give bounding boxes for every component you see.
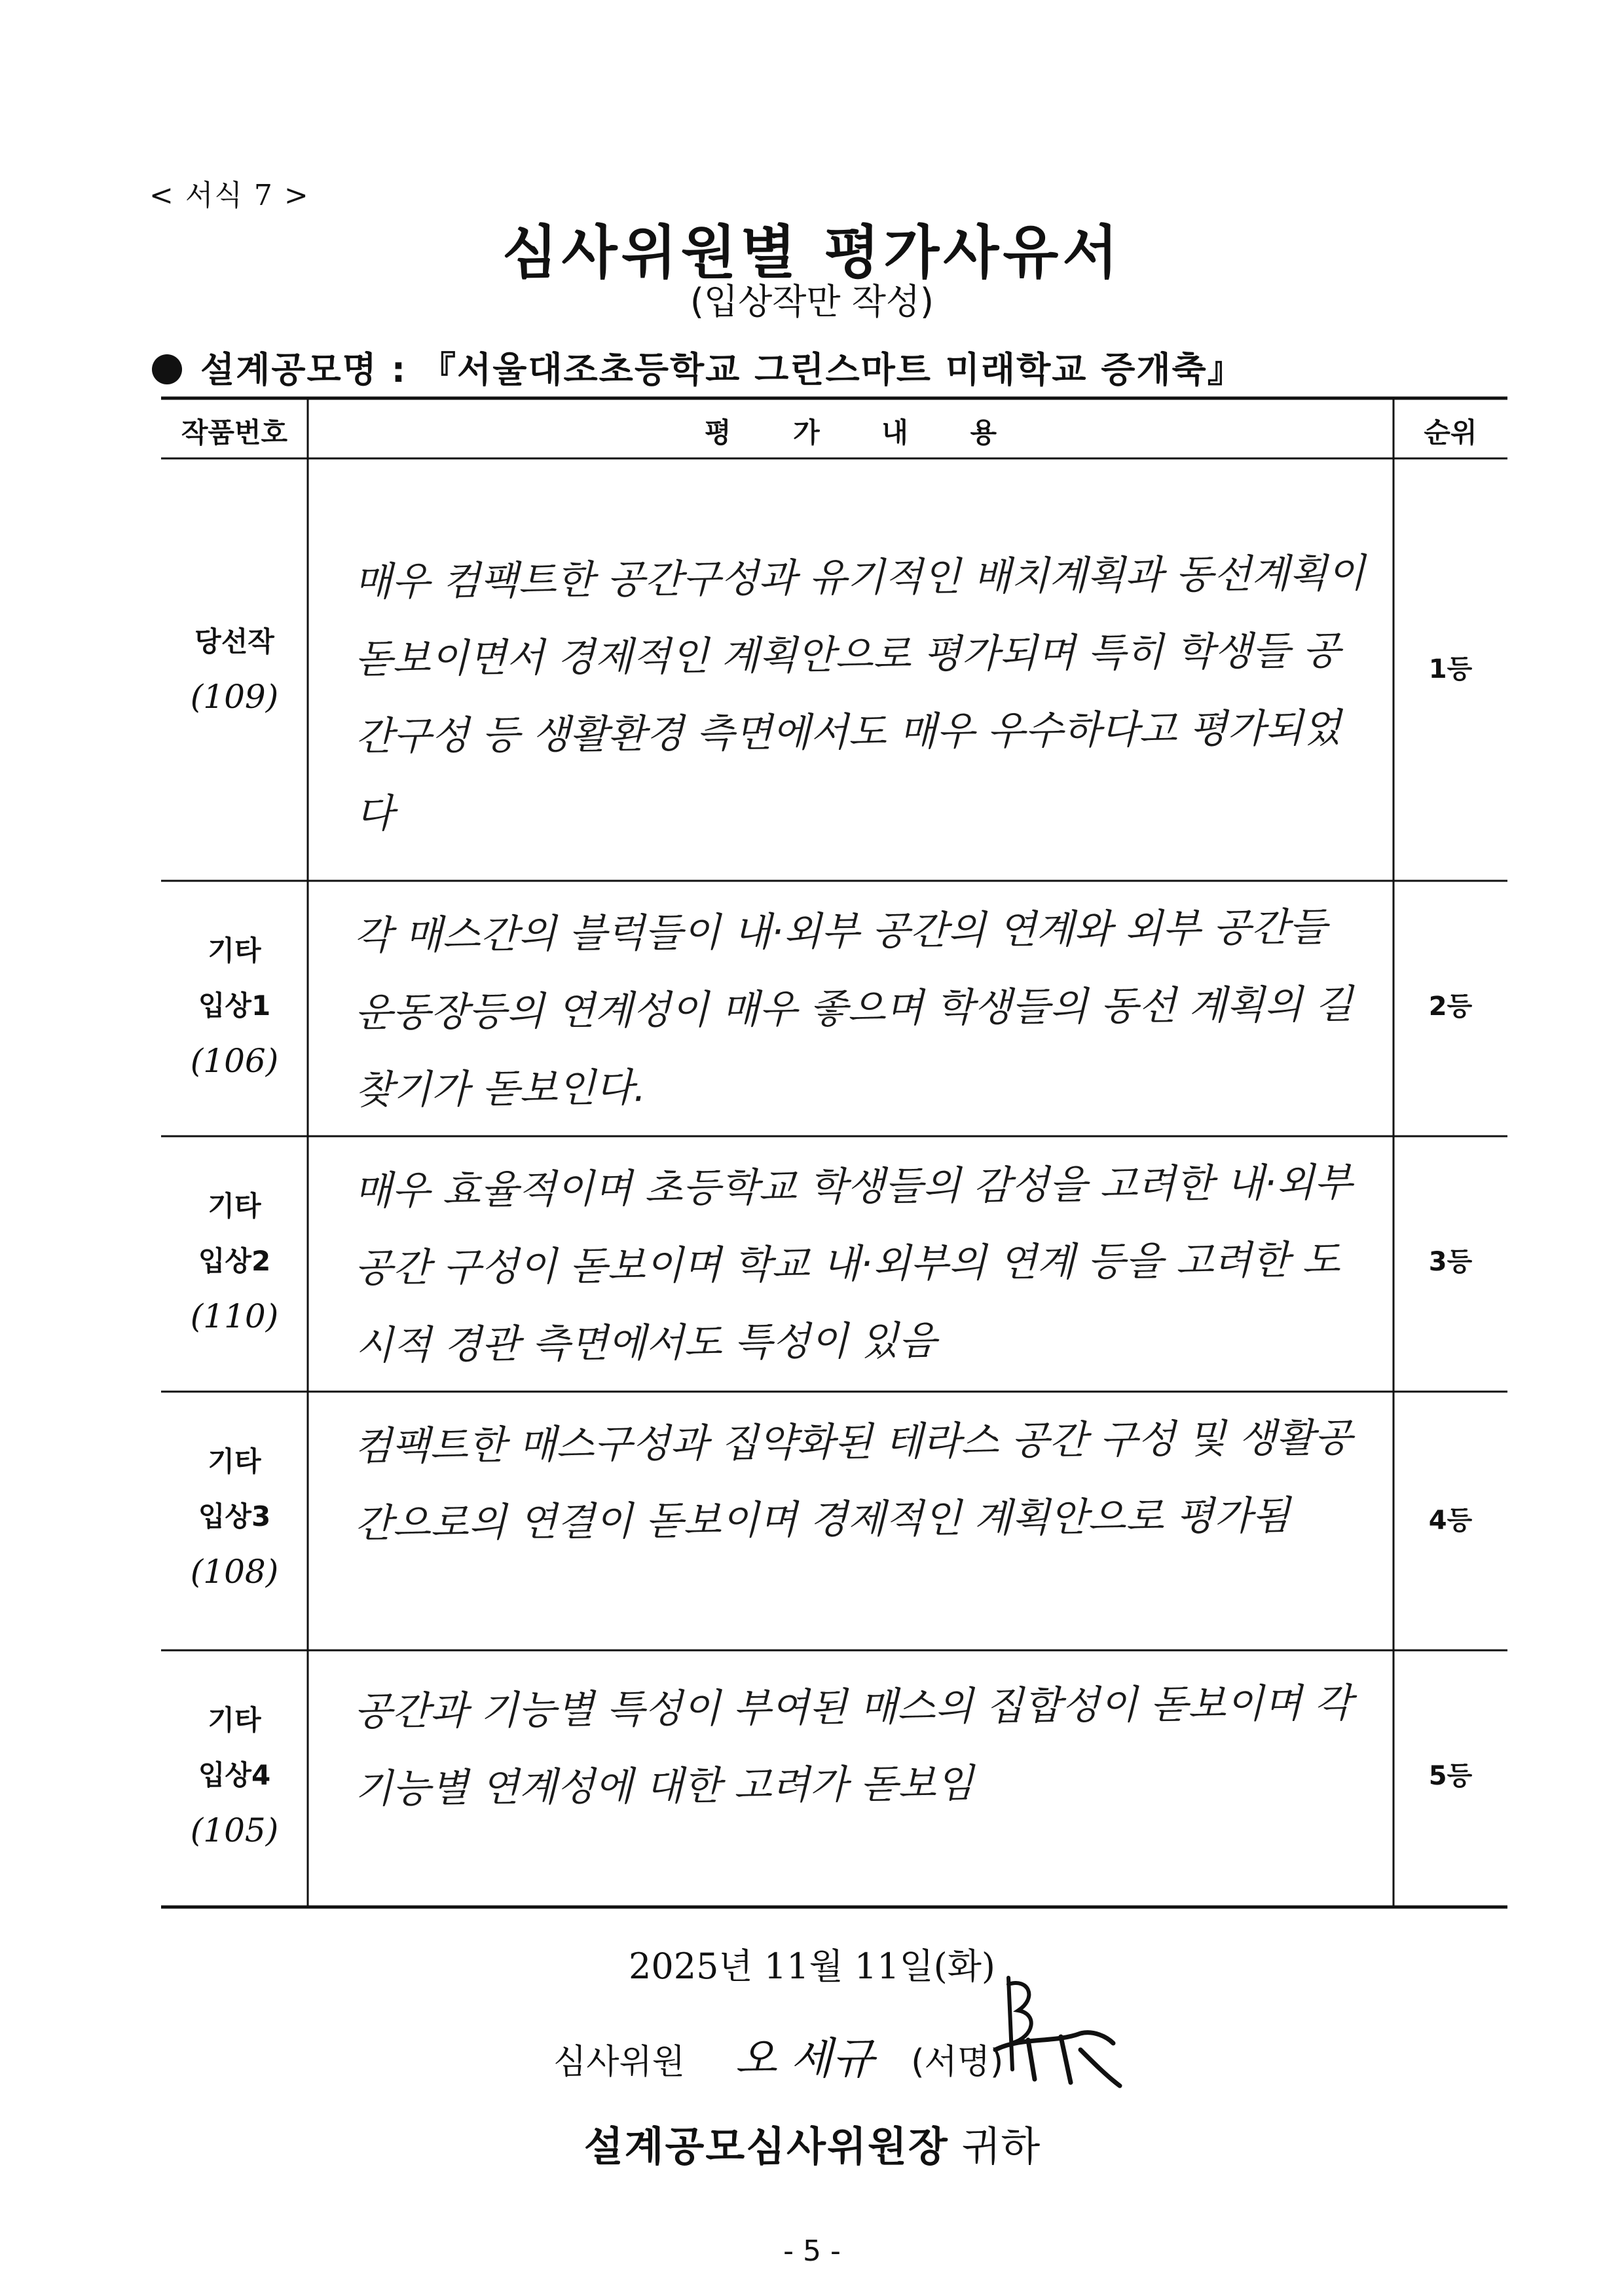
column-header-evaluation: 평 가 내 용 <box>704 417 997 449</box>
category-label: 기타 <box>208 1445 261 1477</box>
entry-number: (108) <box>190 1553 279 1591</box>
rank-label: 1등 <box>1428 654 1473 684</box>
category-sub-label: 입상2 <box>198 1245 271 1277</box>
document-title: 심사위원별 평가사유서 <box>502 219 1122 286</box>
rank-label: 3등 <box>1428 1247 1473 1277</box>
category-label: 기타 <box>208 1704 261 1736</box>
evaluation-date: 2025년 11월 11일(화) <box>629 1946 995 1987</box>
form-number-label: < 서식 7 > <box>149 179 310 212</box>
addressee-suffix: 귀하 <box>961 2122 1041 2170</box>
entry-number: (110) <box>190 1297 279 1335</box>
rank-label: 5등 <box>1428 1761 1473 1791</box>
signature-line <box>553 2024 1003 2086</box>
document-subtitle: (입상작만 작성) <box>690 281 934 322</box>
evaluation-text: 공간과 기능별 특성이 부여된 매스의 집합성이 돋보이며 각 기능별 연계성에 대한 고려가 돋보임 <box>354 1680 1353 1812</box>
category-label: 기타 <box>208 935 261 967</box>
row-category <box>161 614 308 724</box>
rank-label: 4등 <box>1428 1506 1473 1536</box>
evaluation-text: 매우 컴팩트한 공간구성과 유기적인 배치계획과 동선계획이 돋보이면서 경제적인 계획안으로 평가되며 특히 학생들 공간구성 등 생활환경 측면에서도 매우 우수하다고 평가되었다 <box>354 550 1366 837</box>
row-category <box>161 1434 308 1599</box>
entry-number: (106) <box>190 1042 279 1080</box>
contest-name: 『서울대조초등학교 그린스마트 미래학교 증개축』 <box>420 349 1244 390</box>
rank-label: 2등 <box>1428 991 1473 1022</box>
category-label: 기타 <box>208 1190 261 1222</box>
addressee-line <box>0 2114 1624 2172</box>
category-sub-label: 입상1 <box>198 990 271 1022</box>
evaluation-text: 각 매스간의 블럭들이 내·외부 공간의 연계와 외부 공간들 운동장등의 연계성이 매우 좋으며 학생들의 동선 계획의 길찾기가 돋보인다. <box>354 904 1354 1113</box>
column-header-rank: 순위 <box>1424 417 1477 449</box>
evaluation-text: 매우 효율적이며 초등학교 학생들의 감성을 고려한 내·외부공간 구성이 돋보이며 학교 내·외부의 연계 등을 고려한 도시적 경관 측면에서도 특성이 있음 <box>354 1159 1353 1369</box>
contest-label: 설계공모명 : <box>200 349 407 390</box>
page-number: - 5 - <box>783 2234 841 2268</box>
signature-note: (서명) <box>911 2043 1004 2082</box>
signer-name: 오 세규 <box>735 2033 874 2084</box>
addressee-title: 설계공모심사위원장 <box>583 2122 949 2170</box>
row-category <box>161 923 308 1088</box>
entry-number: (109) <box>190 678 279 716</box>
handwritten-signature-mark <box>982 1971 1133 2096</box>
category-label: 당선작 <box>194 625 274 657</box>
row-category <box>161 1693 308 1858</box>
evaluation-text: 컴팩트한 매스구성과 집약화된 테라스 공간 구성 및 생활공간으로의 연결이 돋보이며 경제적인 계획안으로 평가됨 <box>354 1415 1353 1547</box>
entry-number: (105) <box>190 1811 279 1849</box>
column-header-entry-number: 작품번호 <box>181 417 288 449</box>
signer-label: 심사위원 <box>553 2043 685 2082</box>
category-sub-label: 입상4 <box>198 1759 271 1791</box>
category-sub-label: 입상3 <box>198 1500 271 1532</box>
row-category <box>161 1179 308 1344</box>
